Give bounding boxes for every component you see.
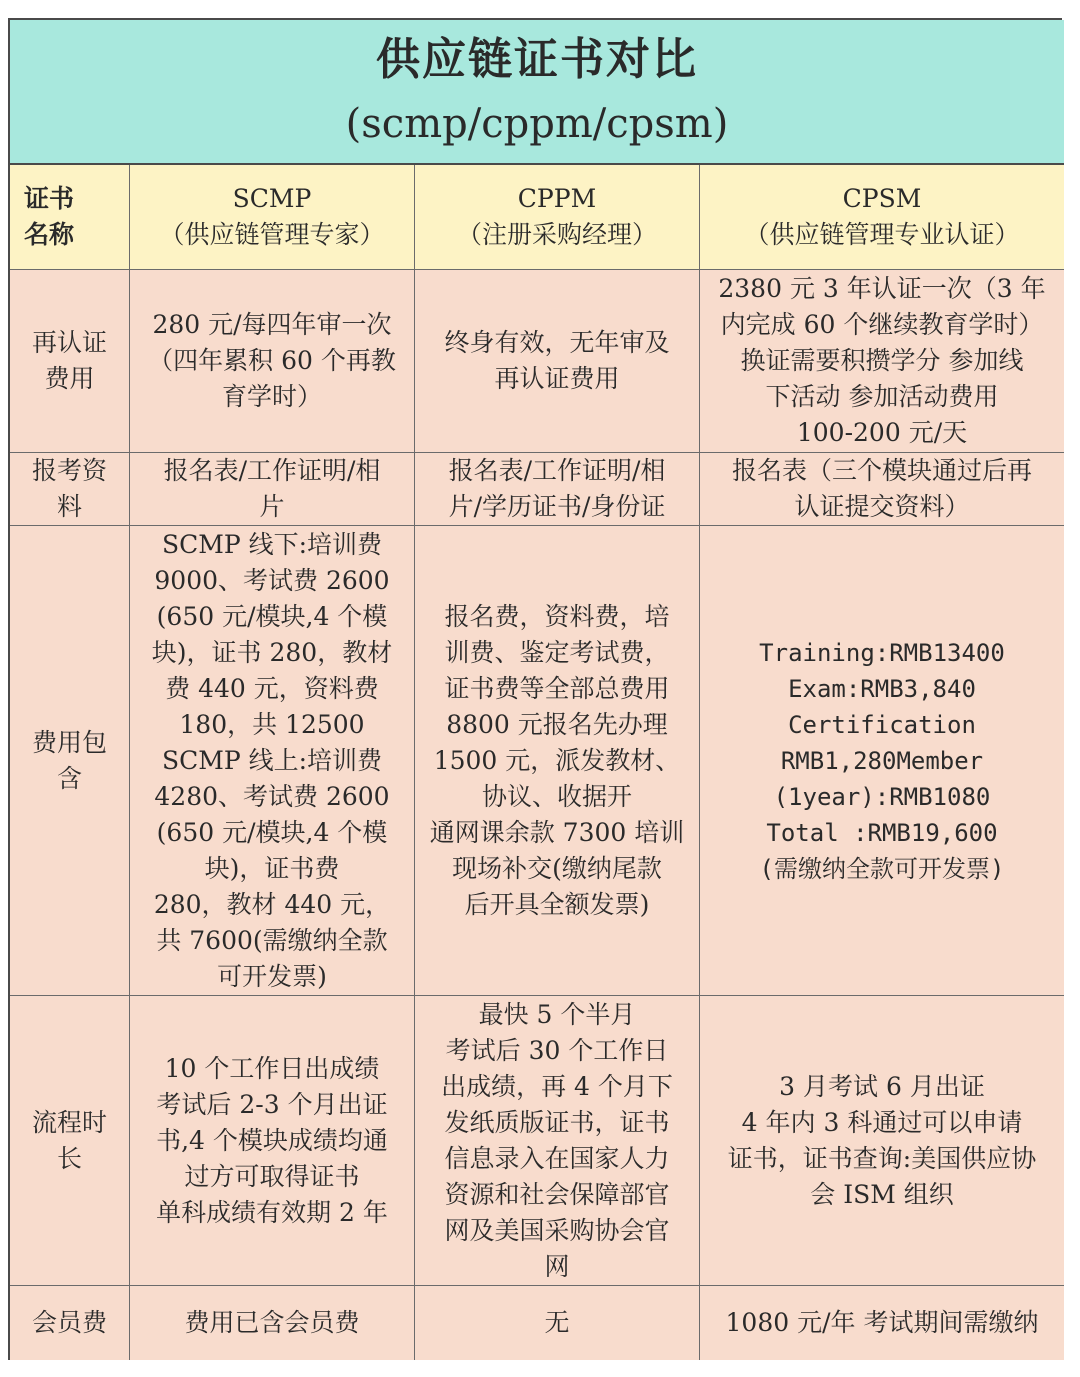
cell-materials-cpsm: 报名表（三个模块通过后再 认证提交资料） bbox=[700, 453, 1064, 526]
cell-membership-cppm: 无 bbox=[415, 1286, 700, 1360]
row-label-recert: 再认证 费用 bbox=[10, 270, 130, 453]
cell-recert-cpsm: 2380 元 3 年认证一次（3 年 内完成 60 个继续教育学时） 换证需要积攒学分 参加线 下活动 参加活动费用 100-200 元/天 bbox=[700, 270, 1064, 453]
page-subtitle: (scmp/cppm/cpsm) bbox=[345, 100, 729, 147]
page-title: 供应链证书对比 bbox=[376, 33, 698, 85]
cell-fees-scmp: SCMP 线下:培训费 9000、考试费 2600 (650 元/模块,4 个模 块)，证书 280，教材 费 440 元，资料费 180，共 12500 SCMP 线上:培训费 4280、考试费 2600 (650 元/模块,4 个模 块)，证书费 280，教材 440 元， 共 7600(需缴纳全款 可开发票) bbox=[130, 526, 415, 996]
row-label-fees: 费用包 含 bbox=[10, 526, 130, 996]
cell-duration-scmp: 10 个工作日出成绩 考试后 2-3 个月出证 书,4 个模块成绩均通 过方可取得证书 单科成绩有效期 2 年 bbox=[130, 996, 415, 1286]
row-label-membership: 会员费 bbox=[10, 1286, 130, 1360]
cell-membership-cpsm: 1080 元/年 考试期间需缴纳 bbox=[700, 1286, 1064, 1360]
cell-recert-cppm: 终身有效，无年审及 再认证费用 bbox=[415, 270, 700, 453]
header-cpsm: CPSM （供应链管理专业认证） bbox=[700, 165, 1064, 270]
cell-membership-scmp: 费用已含会员费 bbox=[130, 1286, 415, 1360]
header-corner: 证书 名称 bbox=[10, 165, 130, 270]
row-label-duration: 流程时 长 bbox=[10, 996, 130, 1286]
cell-recert-scmp: 280 元/每四年审一次 （四年累积 60 个再教 育学时） bbox=[130, 270, 415, 453]
cell-fees-cpsm: Training:RMB13400 Exam:RMB3,840 Certification RMB1,280Member (1year):RMB1080 Total :RMB19,600 (需缴纳全款可开发票) bbox=[700, 526, 1064, 996]
comparison-table bbox=[8, 18, 1062, 1360]
cell-duration-cppm: 最快 5 个半月 考试后 30 个工作日 出成绩，再 4 个月下 发纸质版证书，证书 信息录入在国家人力 资源和社会保障部官 网及美国采购协会官 网 bbox=[415, 996, 700, 1286]
table-title bbox=[10, 20, 1064, 165]
cell-materials-cppm: 报名表/工作证明/相 片/学历证书/身份证 bbox=[415, 453, 700, 526]
cell-fees-cppm: 报名费，资料费，培 训费、鉴定考试费， 证书费等全部总费用 8800 元报名先办理 1500 元，派发教材、 协议、收据开 通网课余款 7300 培训 现场补交(缴纳尾款 后开具全额发票) bbox=[415, 526, 700, 996]
header-cppm: CPPM （注册采购经理） bbox=[415, 165, 700, 270]
cell-duration-cpsm: 3 月考试 6 月出证 4 年内 3 科通过可以申请 证书，证书查询:美国供应协 会 ISM 组织 bbox=[700, 996, 1064, 1286]
header-scmp: SCMP （供应链管理专家） bbox=[130, 165, 415, 270]
row-label-materials: 报考资 料 bbox=[10, 453, 130, 526]
cell-materials-scmp: 报名表/工作证明/相 片 bbox=[130, 453, 415, 526]
